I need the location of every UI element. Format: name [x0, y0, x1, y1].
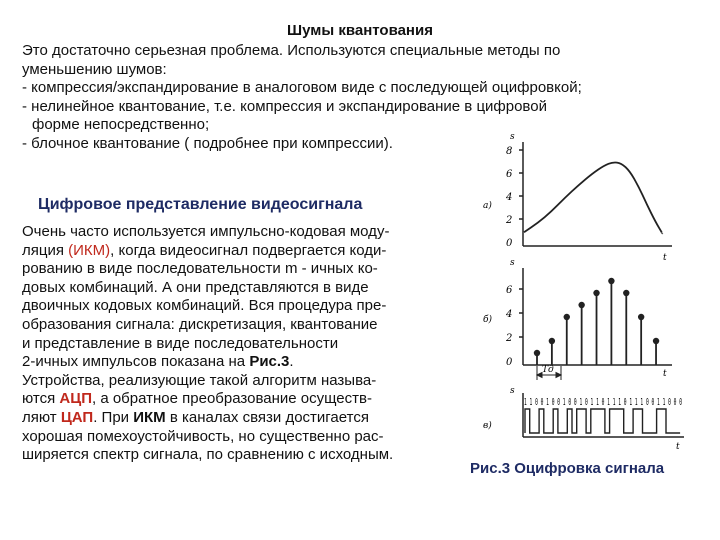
intro-line: - компрессия/экспандирование в аналоговом виде с последующей оцифровкой; — [22, 79, 582, 97]
text-span: , когда видеосигнал подвергается коди- — [110, 241, 387, 259]
text-span: . При — [93, 408, 134, 426]
text-span: ляция — [22, 241, 69, 259]
plot-b-samples — [534, 278, 659, 365]
plot-b-x-label: t — [663, 369, 667, 379]
text-span: , а обратное преобразование осуществ- — [92, 390, 372, 408]
plot-a-tick-label: 6 — [506, 169, 513, 180]
plot-c-label: в) — [483, 421, 492, 431]
body-line: хорошая помехоустойчивость, но существенно рас- — [22, 427, 384, 445]
plot-a-curve — [524, 162, 662, 233]
figure-ref: Рис.3 — [249, 353, 290, 371]
plot-c-pulses — [525, 409, 680, 433]
ikm-term: (ИКМ) — [68, 241, 111, 259]
plot-a-x-label: t — [663, 253, 667, 263]
plot-a — [519, 142, 672, 246]
intro-line: - блочное квантование ( подробнее при компрессии). — [22, 134, 393, 152]
adc-term: АЦП — [59, 390, 92, 408]
m-symbol: m — [284, 260, 298, 278]
text-span: - ичных ко- — [297, 260, 378, 278]
text-span: 2-ичных импульсов показана на — [22, 353, 250, 371]
plot-b-tick-label: 4 — [506, 309, 513, 320]
plot-a-tick-label: 2 — [506, 215, 513, 226]
text-span: ляют — [22, 408, 61, 426]
plot-a-tick-label: 8 — [506, 146, 513, 157]
sample-point — [623, 290, 629, 296]
figure-caption: Рис.3 Оцифровка сигнала — [470, 460, 665, 477]
text-span: . — [289, 353, 294, 371]
sample-point — [638, 314, 644, 320]
plot-b-tick-label: 6 — [506, 285, 513, 296]
text-span: рованию в виде последовательности — [22, 260, 285, 278]
plot-c-x-label: t — [676, 442, 680, 452]
ikm-bold-term: ИКМ — [133, 408, 166, 426]
body-line: и представление в виде последовательности — [22, 334, 339, 352]
slide-title: Шумы квантования — [287, 22, 433, 39]
body-line: Устройства, реализующие такой алгоритм называ- — [22, 371, 377, 389]
sample-point — [534, 350, 540, 356]
plot-c-code-text: 1 1 0 0 1 0 0 1 0 0 1 0 1 1 0 1 1 1 0 1 1 1 0 0 1 1 0 0 0 — [524, 397, 682, 408]
sample-point — [653, 338, 659, 344]
text-span: в каналах связи достигается — [165, 408, 369, 426]
body-line: Очень часто используется импульсно-кодовая моду- — [22, 223, 390, 240]
plot-a-tick-label: 0 — [506, 238, 513, 249]
plot-b — [519, 268, 672, 365]
text-span: ются — [22, 390, 60, 408]
dac-term: ЦАП — [60, 408, 94, 426]
interval-label: Tд — [542, 365, 554, 375]
body-line: довых комбинаций. А они представляются в виде — [22, 278, 369, 296]
section-title: Цифровое представление видеосигнала — [38, 196, 363, 213]
sample-point — [564, 314, 570, 320]
plot-b-label: б) — [483, 315, 493, 325]
intro-line: Это достаточно серьезная проблема. Используются специальные методы по — [22, 42, 561, 59]
sample-point — [608, 278, 614, 284]
sample-point — [593, 290, 599, 296]
plot-a-label: а) — [483, 201, 492, 211]
sample-point — [578, 302, 584, 308]
plot-b-tick-label: 2 — [506, 333, 513, 344]
body-line: образования сигнала: дискретизация, квантование — [22, 315, 378, 333]
intro-line: форме непосредственно; — [32, 116, 210, 134]
body-line: двоичных кодовых комбинаций. Вся процедура пре- — [22, 297, 387, 315]
body-line: ширяется спектр сигнала, по сравнению с исходным. — [22, 446, 394, 464]
plot-a-y-label: s — [510, 132, 515, 142]
pulse-train — [525, 409, 680, 433]
plot-b-y-label: s — [510, 258, 515, 268]
plot-a-tick-label: 4 — [506, 192, 513, 203]
intro-line: - нелинейное квантование, т.е. компрессия и экспандирование в цифровой — [22, 97, 547, 115]
plot-b-tick-label: 0 — [506, 357, 513, 368]
sample-point — [549, 338, 555, 344]
plot-c-y-label: s — [510, 386, 515, 396]
intro-line: уменьшению шумов: — [22, 60, 167, 78]
